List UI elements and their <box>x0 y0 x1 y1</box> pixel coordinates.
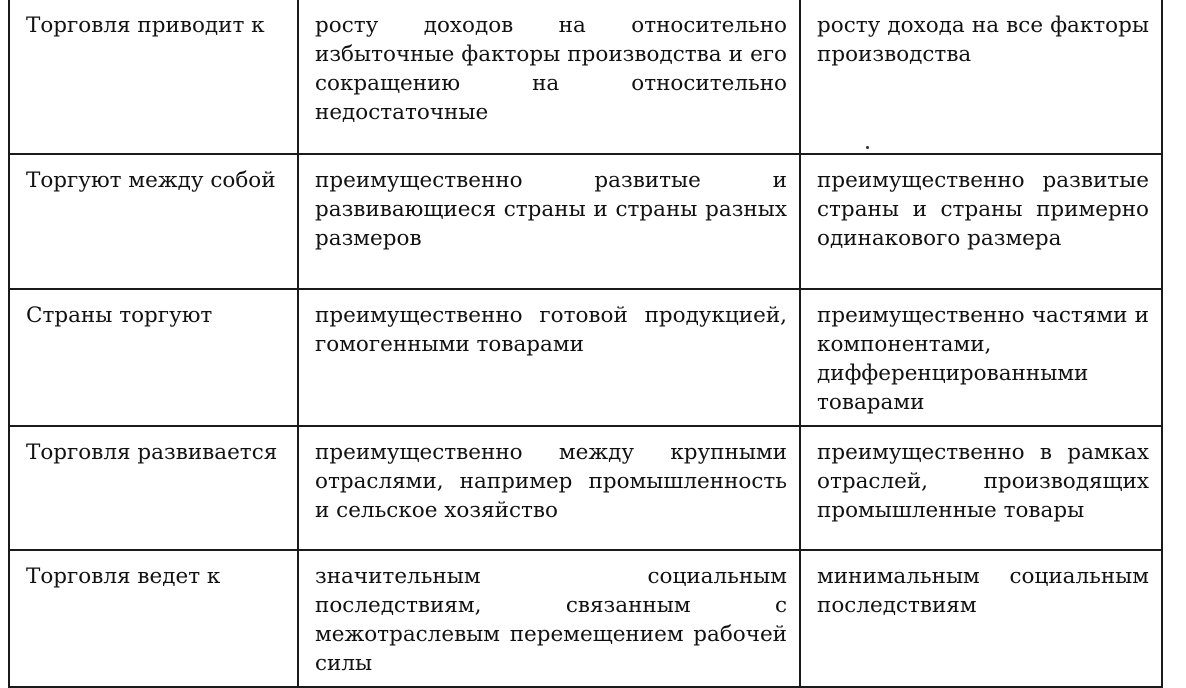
table-cell: минимальным социальным последствиям <box>800 550 1162 687</box>
table-cell: преимущественно развитые страны и страны примерно одинакового размера <box>800 154 1162 289</box>
table-cell: преимущественно частями и компонентами, дифференцированными товарами <box>800 289 1162 426</box>
scan-speck <box>866 146 869 149</box>
row-label-cell: Торговля приводит к <box>9 0 298 154</box>
table-row <box>9 550 1162 687</box>
row-label-cell: Торговля развивается <box>9 426 298 550</box>
table-cell: преимущественно развитые и развивающиеся страны и страны разных размеров <box>298 154 800 289</box>
row-label-cell: Торгуют между собой <box>9 154 298 289</box>
table-row <box>9 426 1162 550</box>
table-row <box>9 154 1162 289</box>
table-cell: росту доходов на относительно избыточные факторы производства и его сокращению на относительно недостаточные <box>298 0 800 154</box>
row-label-cell: Торговля ведет к <box>9 550 298 687</box>
comparison-table <box>8 0 1163 688</box>
table-row <box>9 289 1162 426</box>
table-cell: значительным социальным последствиям, связанным с межотраслевым перемещением рабочей силы <box>298 550 800 687</box>
table-row <box>9 0 1162 154</box>
table-cell: преимущественно в рамках отраслей, производящих промышленные товары <box>800 426 1162 550</box>
row-label-cell: Страны торгуют <box>9 289 298 426</box>
table-cell: преимущественно между крупными отраслями, например промышленность и сельское хозяйство <box>298 426 800 550</box>
table-cell: преимущественно готовой продукцией, гомогенными товарами <box>298 289 800 426</box>
table-cell: росту дохода на все факторы производства <box>800 0 1162 154</box>
